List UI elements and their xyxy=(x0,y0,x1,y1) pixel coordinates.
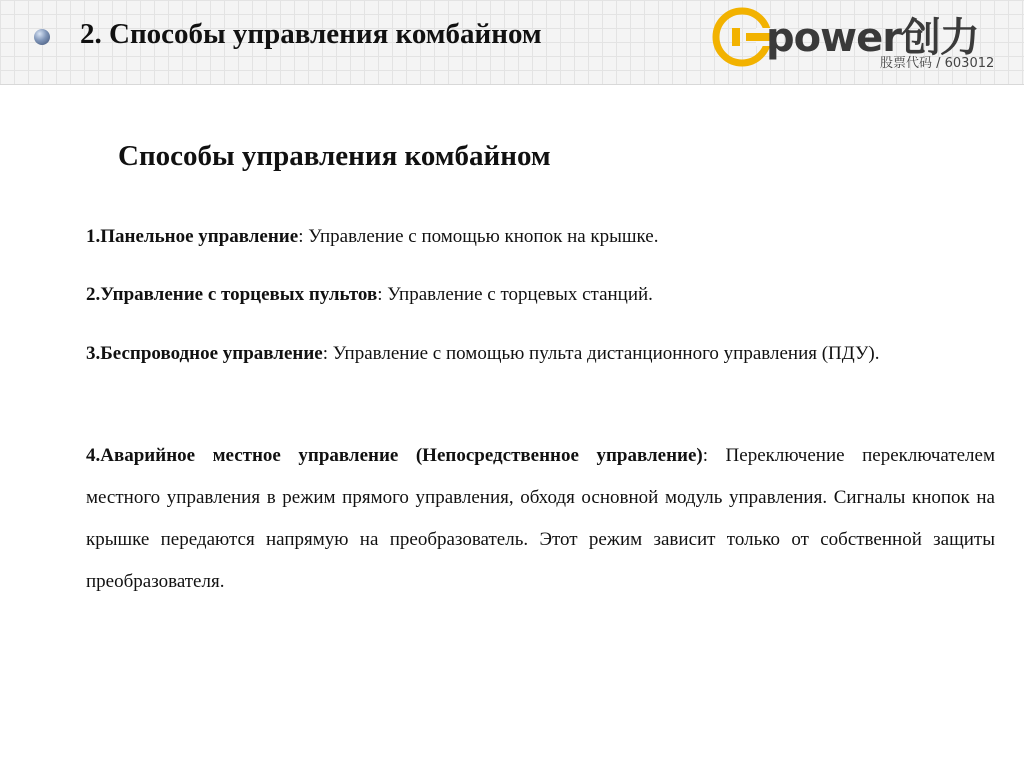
list-item xyxy=(86,216,995,258)
stock-code: 股票代码 / 603012 xyxy=(880,56,995,71)
item-text: : Управление с торцевых станций. xyxy=(377,284,653,305)
list-item xyxy=(86,333,995,375)
item-text: : Управление с помощью кнопок на крышке. xyxy=(298,226,659,247)
content-title: Способы управления комбайном xyxy=(118,140,551,172)
slide-header xyxy=(0,0,1024,85)
list-item xyxy=(86,435,995,603)
header-title: 2. Способы управления комбайном xyxy=(80,18,542,50)
bullet-orb-icon xyxy=(34,29,50,45)
c-power-logo-icon xyxy=(712,6,774,68)
item-heading: 3.Беспроводное управление xyxy=(86,343,323,364)
item-heading: 2.Управление с торцевых пультов xyxy=(86,284,378,305)
list-item xyxy=(86,274,995,316)
item-text: : Переключение переключателем местного управления в режим прямого управления, обходя основной модуль управления. Сигналы кнопок на крышке передаются напрямую на преобразователь. Этот режим зависит только от собственной защиты преобразователя. xyxy=(86,445,995,592)
item-text: : Управление с помощью пульта дистанционного управления (ПДУ). xyxy=(322,343,880,364)
logo-wordmark: power创力 xyxy=(766,15,979,61)
item-heading: 4.Аварийное местное управление (Непосредственное управление) xyxy=(86,445,703,466)
item-heading: 1.Панельное управление xyxy=(86,226,299,247)
company-logo xyxy=(712,4,1012,74)
